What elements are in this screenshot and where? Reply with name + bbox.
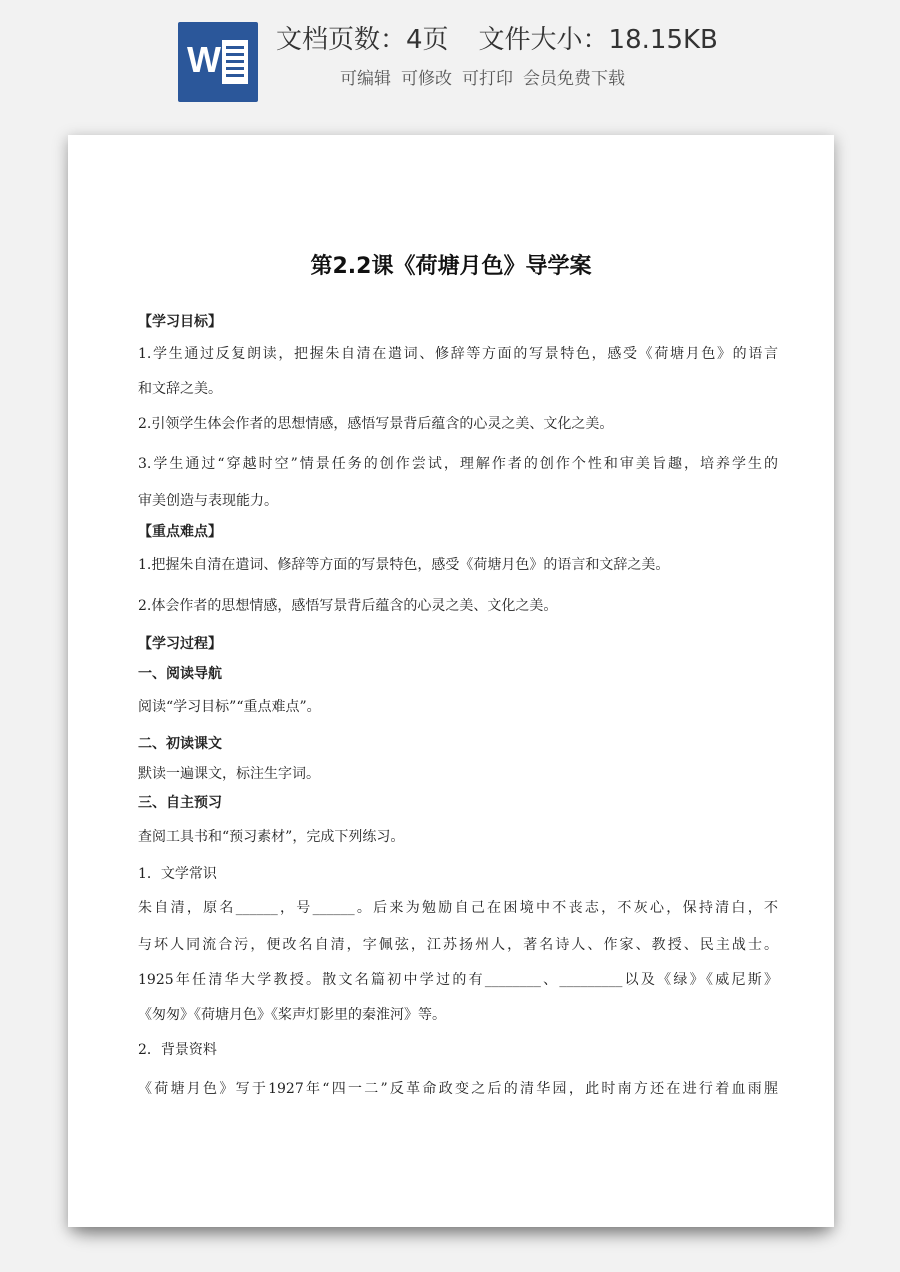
document-meta (276, 22, 718, 58)
step-2-text: 默读一遍课文，标注生字词。 (138, 766, 320, 782)
objective-1-line-2: 和文辞之美。 (138, 381, 222, 397)
key-point-1: 1.把握朱自清在遣词、修辞等方面的写景特色，感受《荷塘月色》的语言和文辞之美。 (138, 557, 670, 573)
section-heading-process: 【学习过程】 (138, 636, 222, 652)
feature-printable: 可打印 (462, 69, 513, 89)
step-1-text: 阅读“学习目标”“重点难点”。 (138, 699, 321, 715)
feature-modifiable: 可修改 (401, 69, 452, 89)
document-page (68, 135, 834, 1227)
objective-1-line-1: 1.学生通过反复朗读，把握朱自清在遣词、修辞等方面的写景特色，感受《荷塘月色》的语言 (138, 346, 778, 362)
literary-knowledge-line-1: 朱自清，原名______，号______。后来为勉励自己在困境中不丧志，不灰心，保持清白，不 (138, 900, 778, 916)
literary-knowledge-line-3: 1925年任清华大学教授。散文名篇初中学过的有________、_________以及《绿》《威尼斯》 (138, 972, 778, 988)
file-size: 文件大小：18.15KB (478, 25, 718, 55)
step-3-heading: 三、自主预习 (138, 795, 222, 811)
document-info-banner (0, 0, 900, 118)
step-2-heading: 二、初读课文 (138, 736, 222, 752)
subsection-background: 2．背景资料 (138, 1042, 217, 1058)
feature-list (340, 66, 635, 92)
feature-editable: 可编辑 (340, 69, 391, 89)
word-document-icon: W (178, 22, 258, 102)
key-point-2: 2.体会作者的思想情感，感悟写景背后蕴含的心灵之美、文化之美。 (138, 598, 558, 614)
background-line-1: 《荷塘月色》写于1927年“四一二”反革命政变之后的清华园，此时南方还在进行着血雨腥 (138, 1081, 778, 1097)
section-heading-key-points: 【重点难点】 (138, 524, 222, 540)
objective-3-line-2: 审美创造与表现能力。 (138, 493, 278, 509)
step-1-heading: 一、阅读导航 (138, 666, 222, 682)
page-count: 文档页数：4页 (276, 25, 449, 55)
step-3-text: 查阅工具书和“预习素材”，完成下列练习。 (138, 829, 405, 845)
feature-member-free-download: 会员免费下载 (523, 69, 625, 89)
document-title: 第2.2课《荷塘月色》导学案 (310, 254, 592, 279)
section-heading-objectives: 【学习目标】 (138, 314, 222, 330)
subsection-literary-knowledge: 1．文学常识 (138, 866, 217, 882)
objective-3-line-1: 3.学生通过“穿越时空”情景任务的创作尝试，理解作者的创作个性和审美旨趣，培养学生的 (138, 456, 778, 472)
literary-knowledge-line-4: 《匆匆》《荷塘月色》《桨声灯影里的秦淮河》等。 (138, 1007, 446, 1023)
literary-knowledge-line-2: 与坏人同流合污，便改名自清，字佩弦，江苏扬州人，著名诗人、作家、教授、民主战士。 (138, 937, 778, 953)
objective-2: 2.引领学生体会作者的思想情感，感悟写景背后蕴含的心灵之美、文化之美。 (138, 416, 614, 432)
